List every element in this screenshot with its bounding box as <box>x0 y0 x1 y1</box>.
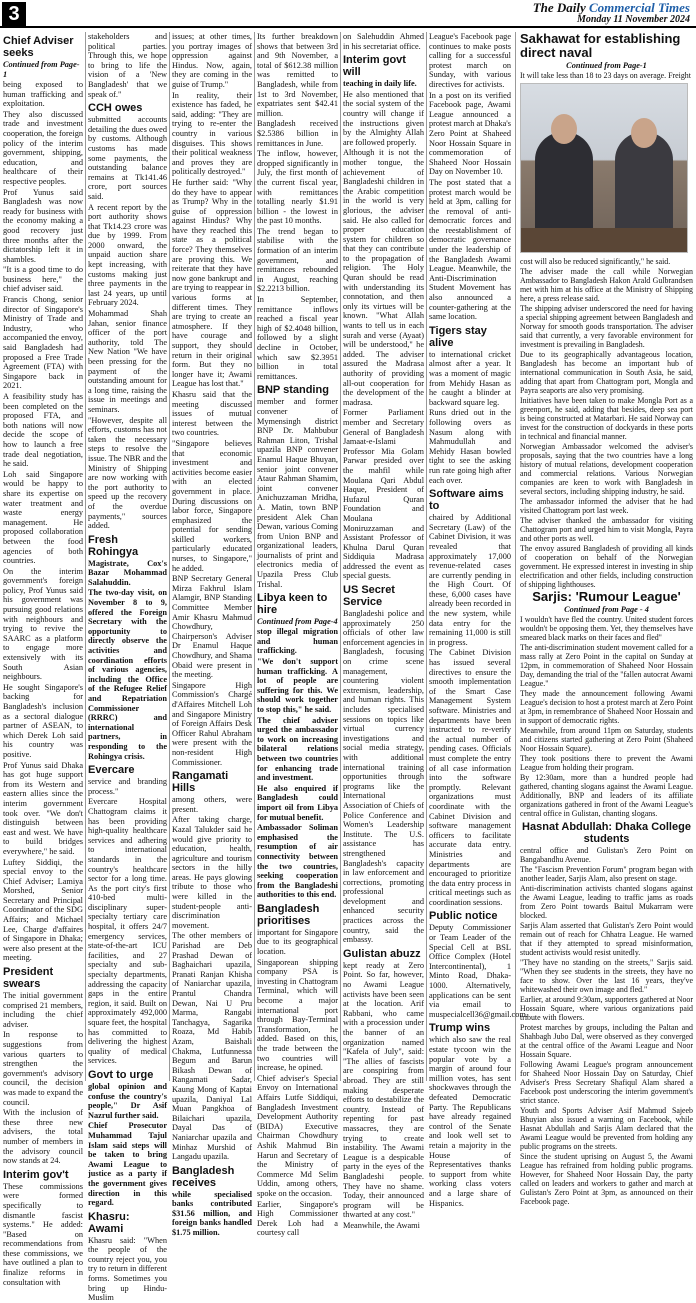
paragraph: Khasru said: "When the people of the country reject you, you try to return in different forms. Sometimes you bring up Hindu-Muslim <box>88 1235 167 1303</box>
paragraph: chaired by Additional Secretary (Law) of the Cabinet Division, it was revealed that approximately 17,000 revenue-related cases are currently pending in the High Court. Of these, 6,000 cases have already been recorded in the new system, while data entry for the remaining 11,000 is still in progress. <box>429 513 511 647</box>
photo-desk <box>521 228 687 252</box>
column-rule <box>515 32 516 1081</box>
paragraph: Deputy Commissioner or Team Leader of the Special Cell at BSL Office Complex (Hotel Intercontinental), 1 Minto Road, Dhaka-1000. Alternatively, applications can be sent via email to muspecialcell36@gmail.com. <box>429 923 528 1019</box>
paragraph: Youth and Sports Adviser Asif Mahmud Sajeeb Bhuyian also issued a warning on Facebook, while Hasnat Abdullah and Sarjis Alam declared that the Awami League would be prevented from holding any public programs on the streets. <box>520 1106 693 1151</box>
headline: Sakhawat for establishing direct naval <box>520 31 681 60</box>
paragraph: issues; at other times, you portray images of oppression against Hindus. Now, again, they are coming in the guise of Trump." <box>172 32 252 89</box>
column-7 <box>520 31 693 1206</box>
headline: Hasnat Abdullah: Dhaka College students <box>522 821 691 845</box>
paragraph: In reality, their existence has faded, he said, adding: "They are trying to re-enter the country in various disguises. This shows their political weakness and proves they are politically destroyed." <box>172 90 252 177</box>
paragraph: In a post on its verified Facebook page, Awami League announced a protest march at Dhaka's Zero Point at Shaheed Noor Hossain Square in commemoration of Shaheed Noor Hossain Day on November 10. <box>429 90 511 177</box>
paragraph: He also mentioned that the social system of the country will change if the instructions given by the Almighty Allah are followed properly. <box>343 89 424 147</box>
headline: BNP standing <box>257 384 329 397</box>
paragraph: Bangladeshi police and approximately 250 officials of other law enforcement agencies in Bangladesh, focusing on crime scene management, countering violent extremism, leadership, and human rights. This includes specialised sessions on topics like virtual currency investigations and social media strategy, with additional international training opportunities through programs like the International Association of Chiefs of Police Conference and Women's Leadership Institute. The U.S. assistance has strengthened Bangladesh's capacity in law enforcement and corrections, promoting professional development and enhanced security practices across the country, said the embassy. <box>343 609 424 945</box>
paragraph: on Salehuddin Ahmed in his secretariat office. <box>343 32 424 51</box>
paragraph: global opinion and confuse the country's people," Dr Asif Nazrul further said. <box>88 1081 167 1120</box>
paragraph: Singaporean shipping company PSA is investing in Chattogram Terminal, which will become a major international port through Bay-Terminal Transformation, he added. Based on this, the trade between the two countries will increase, he opined. <box>257 957 338 1073</box>
paragraph: Chief Prosecutor Muhammad Tajul Islam said steps will be taken to bring Awami League to justice as a party if the government gives direction in this regard. <box>88 1121 167 1208</box>
paragraph: Earlier, at around 9:30am, supporters gathered at Noor Hossain Square, where various organizations paid tribute with flowers. <box>520 995 693 1022</box>
paragraph: The chief adviser urged the ambassador to work on increasing bilateral relations between two countries for enhancing trade and investment. <box>257 715 338 783</box>
paper-name <box>533 1 690 15</box>
paragraph: Anti-discrimination activists chanted slogans against the Awami League, leading to traffic jams as roads from Zero Point towards Baitul Mukarram were blocked. <box>520 884 693 920</box>
paragraph: "However, despite all efforts, customs has not taken the necessary steps to resolve the issue. The NBR and the Ministry of Shipping are now working with the port authority to speed up the recovery of the overdue payments," sources added. <box>88 415 167 531</box>
column-6 <box>429 32 528 1208</box>
paragraph: These commissions were formed specifically to dismantle fascist systems." He added: "Based on recommendations from these commissions, we have outlined a plan to finalize reforms in consultation with <box>3 1181 83 1287</box>
paragraph: Following Awami League's program announcement for Shaheed Noor Hossain Day on Saturday, Chief Adviser's Press Secretary Shafiqul Alam shared a Facebook post underscoring the interim government's strict stance. <box>520 1060 693 1105</box>
paragraph: The ambassador informed the adviser that he had visited Chattogram port last week. <box>520 497 693 515</box>
paragraph: The post stated that a protest march would be held at 3pm, calling for the removal of anti-democratic forces and the reestablishment of democratic governance under the leadership of the Bangladesh Awami League. Meanwhile, the Anti-Discrimination Student Movement has also announced a counter-gathering at the same location. <box>429 177 511 322</box>
paragraph: The initial government comprised 21 members, including the chief adviser. <box>3 991 83 1029</box>
column-rule <box>254 32 255 1081</box>
paragraph: Francis Chong, senior director of Singapore's Ministry of Trade and Industry, who accompanied the envoy, said Bangladesh had proposed a Free Trade Agreement (FTA) with Singapore back in 2021. <box>3 295 83 391</box>
paragraph: Since the student uprising on August 5, the Awami League has refrained from holding public programs. However, for Shaheed Noor Hossain Day, the party called on leaders and workers to gather and march at Gulistan's Zero Point at 3pm, as announced on their Facebook page. <box>520 1152 693 1206</box>
paragraph: The trend began to stabilise with the formation of an interim government, and remittances rebounded in August, reaching $2.2213 billion. <box>257 226 338 294</box>
paragraph: important for Singapore due to its geographical location. <box>257 927 338 957</box>
paragraph: On the interim government's foreign policy, Prof Yunus said his government was pursuing good relations with neighbours and trying to revive the SAARC as a platform to engage more extensively with its South Asian neighbours. <box>3 566 83 682</box>
headline: US Secret Service <box>343 584 395 609</box>
continued-label: Continued from Page - 4 <box>564 605 649 614</box>
paragraph: With the inclusion of these three new advisers, the total number of members in the advisory council now stands at 24. <box>3 1108 83 1166</box>
paragraph: stop illegal migration and human trafficking. <box>257 627 338 656</box>
column-rule <box>426 32 427 1081</box>
paragraph: Prof Yunus said Dhaka has got huge support from its Western and eastern allies since the interim government took over. "We don't distinguish between east and west. We have to build bridges everywhere," he said. <box>3 760 83 856</box>
column-3 <box>172 32 252 1238</box>
page-number: 3 <box>2 2 26 26</box>
headline: Libya keen to hire <box>257 592 328 617</box>
paragraph: member and former convener of Mymensingh district BNP Dr. Mahbubur Rahman Liton, Trishal upazila BNP convener Enamul Haque Bhuyan, senior joint convener Ataur Rahman Shamim, joint convener Anichuzzaman Mridha, A. Matin, town BNP president Alek Chan Dewan, various Coming from Union BNP and organizational leaders, journalists of print and electronics media of Upazila Press Club Trishal. <box>257 397 338 589</box>
paragraph: among others, were present. <box>172 795 252 814</box>
paragraph: Former Parliament member and Secretary General of Bangladesh Jamaat-e-Islami Professor Mia Golam Parwar presided over the mahfil while Moulana Qari Abdul Haque, President of Hufazul Quran Foundation and Moulana Moniruzzaman and Assistant Professor of Khulna Darul Quran Siddiquia Madrasa addressed the event as special guests. <box>343 408 424 581</box>
paragraph: BNP Secretary General Mirza Fakhrul Islam Alamgir, BNP Standing Committee Member Amir Khasru Mahmud Chowdhury, Chairperson's Adviser Dr Enamul Haque Chowdhury, and Shama Obaid were present in the meeting. <box>172 574 252 680</box>
headline: Trump wins <box>429 1022 491 1035</box>
paragraph: He also enquired if Bangladesh could import oil from Libya for mutual benefit. <box>257 783 338 822</box>
paragraph: He sought Singapore's backing for Bangladesh's inclusion as a sectoral dialogue partner of ASEAN, to which Derek Loh said his country was positive. <box>3 682 83 759</box>
paragraph: Its further breakdown shows that between 3rd and 9th November, a total of $612.38 million was remitted to Bangladesh, while from 1st to 3rd November, expatriates sent $42.41 million. <box>257 32 338 118</box>
paragraph: Runs dried out in the following overs as Nasum along with Mahmudullah and Mehidy Hasan bowled tight to see the asking run rate going high after each over. <box>429 408 511 485</box>
paragraph: It will take less than 18 to 23 days on average. Freight <box>520 71 691 80</box>
headline: Tigers stay alive <box>429 324 487 349</box>
headline: Bangladesh receives <box>172 1164 235 1189</box>
paragraph: I wouldn't have fled the country. United student forces wouldn't be opposing them. Yet, they themselves have smeared black marks on their faces and fled" <box>520 615 693 642</box>
headline: Khasru: Awami <box>88 1210 130 1235</box>
headline: Gulistan abuzz <box>343 947 421 960</box>
paper-prefix: The Daily <box>532 0 586 15</box>
paragraph: teaching in daily life. <box>343 79 417 89</box>
headline: Public notice <box>429 910 498 923</box>
headline: Bangladesh prioritises <box>257 902 320 927</box>
paragraph: They took positions there to prevent the Awami League from holding their program. <box>520 754 693 772</box>
paragraph: They also discussed trade and investment cooperation, the foreign policy of the interim government, shipping, education, and healthcare of their respective peoples. <box>3 109 83 186</box>
paragraph: "We don't support human trafficking. A lot of people are suffering for this. We should work together to stop this," he said. <box>257 657 338 714</box>
paragraph: The envoy assured Bangladesh of providing all kinds of cooperation on behalf of the Norwegian government. He expressed interest in investing in ship electrification and other fields, including construction of shipping lighthouses. <box>520 544 693 589</box>
paragraph: Khasru said that the meeting discussed issues of mutual interest between the two countries. <box>172 389 252 438</box>
paragraph: League's Facebook page continues to make posts calling for a successful protest march on Sunday, with various directives for activists. <box>429 32 511 89</box>
paragraph: The adviser thanked the ambassador for visiting Chattogram port and urged him to visit Mongla, Payra and other ports as well. <box>520 516 693 543</box>
paragraph: Norwegian Ambassador welcomed the adviser's proposals, saying that the two countries have a long history of mutual relations, development cooperation and commercial relations. Various Norwegian companies are keen to work with Bangladesh in several sectors, including shipping industry, he said. <box>520 442 693 496</box>
paragraph: Evercare Hospital Chattogram claims it has been providing high-quality healthcare services and adhering to international standards in the country's healthcare sector for a long time. As the port city's first 410-bed multi-disciplinary super-specialty tertiary care hospital, it offers 24/7 emergency services, state-of-the-art ICU facilities, and 27 specialty and sub-specialty departments, addressing the capacity gaps in the entire region, it said. Built on approximately 492,000 square feet, the hospital has committed to delivering the highest quality of medical services. <box>88 797 167 1066</box>
headline: President swears <box>3 966 54 991</box>
continued-label: Continued from Page-4 <box>257 617 338 627</box>
paragraph: They made the announcement following Awami League's decision to host a protest march at Zero Point at 3pm, in remembrance of Shaheed Noor Hossain and in support of democratic rights. <box>520 689 693 725</box>
paragraph: Meanwhile, the Awami <box>343 1220 420 1230</box>
paragraph: which also saw the real estate tycoon win the popular vote by a margin of around four million votes, has sent shockwaves through the defeated Democratic Party. The Republicans have already regained control of the Senate and look well set to retain a majority in the House of Representatives thanks to support from white working class voters and a large share of Hispanics. <box>429 1035 511 1208</box>
headline: Interim govt will <box>343 54 406 79</box>
headline: Software aims to <box>429 488 504 513</box>
paragraph: The inflow, however, dropped significantly in July, the first month of the current fiscal year, with remittances totalling nearly $1.91 billion - the lowest in the past 10 months. <box>257 149 338 226</box>
paragraph: Luftey Siddiqi, the special envoy to the Chief Adviser; Lamiya Morshed, Senior Secretary and Principal Coordinator of the SDG Affairs; and Michael Lee, Charge d'affaires of Singapore in Dhaka; were also present at the meeting. <box>3 857 83 963</box>
paragraph: to international cricket almost after a year. It was a moment of magic from Mehidy Hasan as he caught a blinder at backward square leg. <box>429 349 511 407</box>
headline: Rangamati Hills <box>172 770 229 795</box>
paragraph: The adviser made the call while Norwegian Ambassador to Bangladesh Hakon Arald Gulbrandsen met with him at his office at the Ministry of Shipping here, a press release said. <box>520 267 693 303</box>
paragraph: service and branding process." <box>88 777 167 796</box>
paragraph: Chief adviser's Special Envoy on International Affairs Lutfe Siddiqui, Bangladesh Investment Development Authority (BIDA) Executive Chairman Chowdhury Ashik Mahmud Bin Harun and Secretary of the Ministry of Commerce Md Selim Uddin, among others, spoke on the occasion. <box>257 1073 338 1198</box>
paragraph: In September, remittance inflows reached a fiscal year high of $2.4048 billion, followed by a slight decline in October, which saw $2.3951 billion in total remittances. <box>257 295 338 381</box>
paragraph: Mohammad Shah Jahan, senior finance officer of the port authority, told The New Nation "We have been pressing for the payment of the outstanding amount for a long time, raising the issue in meetings and seminars. <box>88 309 167 414</box>
issue-date: Monday 11 November 2024 <box>576 14 690 25</box>
paragraph: By 12:30am, more than a hundred people had gathered, chanting slogans against the Awami League. Additionally, BNP and leaders of its affiliate organizations gathered in front of the Awami League's central office in Gulistan, chanting slogans. <box>520 773 693 818</box>
paragraph: while specialised banks contributed $31.56 million, and foreign banks handled $1.75 million. <box>172 1189 252 1238</box>
paragraph: Loh said Singapore would be happy to share its expertise on water treatment and waste energy management. He proposed collaboration between the food agencies of both countries. <box>3 469 83 566</box>
paragraph: Prof Yunus said Bangladesh was now ready for business with the economy making a good recovery just three months after the dictatorship left it in shambles. <box>3 187 83 264</box>
column-rule <box>169 32 170 1081</box>
column-1 <box>3 32 83 1287</box>
paragraph: The Cabinet Division has issued several directives to ensure the smooth implementation of the Smart Case Management System software. Ministries and departments have been instructed to re-verify the actual number of pending cases. Officials must complete the entry of all case information into the software promptly. Relevant organizations must coordinate with the Cabinet Division and software management officers to facilitate accurate data entry. Ministries and departments are encouraged to prioritize the data entry process in critical meetings such as coordination sessions. <box>429 648 511 907</box>
column-4 <box>257 32 338 1238</box>
paragraph: "It is a good time to do business here," the chief adviser said. <box>3 265 83 294</box>
paragraph: Meanwhile, from around 11pm on Saturday, students and citizens started gathering at Zero Point (Shaheed Noor Hossain Square). <box>520 726 693 753</box>
headline: Sarjis: 'Rumour League' <box>532 589 681 604</box>
paragraph: After taking charge, Kazal Talukder said he would give priority to education, health, agriculture and tourism sectors in the hilly areas. He pays glowing tribute to those who were killed in the student-people anti-discrimination movement. <box>172 815 252 930</box>
paragraph: Although it is not the mother tongue, the achievement of Bangladeshi children in the Arabic competition in the world is very glorious, the adviser said. He also called for proper education system for children so that they can contribute to the propagation of religion. The Holy Quran should be read with understanding its connotation, and then only its virtues will be known. "What Allah wants to tell us in each surah and verse (Ayaat) will be understood," he added. The adviser assured the Madrasa authority of providing all-out cooperation for the development of the madrasa. <box>343 148 424 407</box>
column-2 <box>88 32 167 1303</box>
paragraph: The other members of Parishad are Deb Prashad Dewan of Baghaichari upazila, Pranati Ranjan Khisha of Naniarchar upazila, Prantul Chandra Dewan, Nai U Pru Marma, Rangabi Tanchagya, Sagarika Roaza, Md Habib Azam, Baishali Chakma, Lutfunnessa Begum and Barun Bikash Dewan of Rangamati Sadar, Kaung Mong of Kaptai upazila, Daniyal Lal Muan Pangkhoa of Bilaichari upazila, Dayal Das of Naniarchar upazila and Minhaz Murshid of Langadu upazila. <box>172 931 252 1162</box>
paragraph: The "Fascism Prevention Forum" program began with another leader, Sarjis Alam, also present on stage. <box>520 865 693 883</box>
paragraph: Singapore High Commission's Chargé d'Affaires Mitchell Loh and Singapore Ministry of Foreign Affairs Desk Officer Rahul Abraham were present with the non-resident High Commissioner. <box>172 680 252 767</box>
continued-label: Continued from Page-1 <box>566 61 647 70</box>
photo-head-right <box>631 118 657 148</box>
paragraph: Bangladesh received $2.5386 billion in remittances in June. <box>257 119 338 148</box>
headline: Chief Adviser seeks <box>3 35 74 59</box>
paragraph: The two-day visit, on November 8 to 9, offered the Foreign Secretary with the opportunity to directly observe the activities and coordination efforts of various agencies, including the Office of the Refugee Relief and Repatriation Commissioner (RRRC) and international partners, in responding to the Rohingya crisis. <box>88 588 167 761</box>
headline: Fresh Rohingya <box>88 533 139 558</box>
paragraph: The shipping adviser underscored the need for having a special shipping agreement between Bangladesh and Norway for smooth goods transportation. The adviser said that currently, a very favorable environment for investment is prevailing in Bangladesh. <box>520 304 693 349</box>
paragraph: Earlier, Singapore's High Commissioner Derek Loh had a courtesy call <box>257 1199 338 1238</box>
column-rule <box>85 32 86 1081</box>
paragraph: Ambassador Soliman emphasised the resumption of air connectivity between the two countries, seeking cooperation from the Bangladeshi authorities to this end. <box>257 823 338 900</box>
paragraph: Sarjis Alam asserted that Gulistan's Zero Point would remain out of reach for Chhatra League. He warned that if they attempted to spread misinformation, student activists would resist unitedly. <box>520 921 693 957</box>
paragraph: A recent report by the port authority shows that Tk14.23 crore was due by 1999. From 2000 onward, the unpaid auction share kept increasing, with customs making just three payments in the last 24 years, up until February 2024. <box>88 202 167 308</box>
paragraph: stakeholders and political parties. Through this, we hope to bring to life the vision of a 'New Bangladesh' that we speak of." <box>88 32 167 99</box>
paragraph: Due to its geographically advantageous location, Bangladesh has become an important hub of international communication in South Asia, he said, adding that apart from Chattogram port, Mongla and Payra seaports are also very promising. <box>520 350 693 395</box>
paragraph: being exposed to human trafficking and exploitation. <box>3 80 83 109</box>
paragraph: The anti-discrimination student movement called for a mass rally at Zero Point in the capital on Sunday at 12pm, in commemoration of Shaheed Noor Hossain Day, demanding the trial of the "fallen autocrat Awami League." <box>520 643 693 688</box>
paragraph: Protest marches by groups, including the Paltan and Shahbagh Jubo Dal, were observed as they converged at the central office of the Awami League and Noor Hossain Square. <box>520 1023 693 1059</box>
headline: Govt to urge <box>88 1068 154 1081</box>
photo-head-left <box>551 114 577 144</box>
paragraph: central office and Gulistan's Zero Point on Bangabandhu Avenue. <box>520 846 693 864</box>
continued-label: Continued from Page-1 <box>3 60 80 79</box>
column-rule <box>340 32 341 1081</box>
paper-title: Commercial Times <box>589 0 690 15</box>
masthead <box>0 0 696 28</box>
paragraph: cost will also be reduced significantly," he said. <box>520 257 671 266</box>
news-photo <box>520 83 688 253</box>
headline: Interim gov't <box>3 1168 69 1181</box>
paragraph: A feasibility study has been completed on the proposed FTA, and both nations will now decide the scope of how to launch a free trade deal negotiation, he said. <box>3 392 83 469</box>
paragraph: In response to suggestions from various quarters to strengthen the government's advisory council, the decision was made to expand the council. <box>3 1030 83 1107</box>
headline: Evercare <box>88 764 135 777</box>
paragraph: He further said: "Why do they have to appear as Trump? Why in the guise of oppression against Hindus? Why have they reached this state as a political force? They themselves are proving this. We reiterate that they have now gone bankrupt and are trying to reappear in various forms at different times. They are trying to create an atmosphere. If they have courage and support, they should return in their original form. But they no longer have it; Awami League has lost that." <box>172 177 252 389</box>
column-5 <box>343 32 424 1230</box>
paragraph: kept ready at Zero Point. So far, however, no Awami League activists have been seen at the location. Arif Rabbani, who came with a procession under the banner of an organization named "Kafela of July", said: "The allies of fascists are conspiring from abroad. They are still making desperate efforts to destabilize the country. Instead of repenting for past massacres, they are trying to create instability. The Awami League is a despicable party in the eyes of the Bangladeshi people. They have no shame. Today, their announced program will be thwarted at any cost." <box>343 960 424 1220</box>
paragraph: Magistrate, Cox's Bazar Mohammad Salahuddin. <box>88 558 167 587</box>
paragraph: Initiatives have been taken to make Mongla Port as a greenport, he said, adding that besides, deep sea port is being constructed at Matarbari. He said Norway can invest for the construction of dockyards in these ports in technical and financial manner. <box>520 396 693 441</box>
headline: CCH owes <box>88 102 143 115</box>
paragraph: "They have no standing on the streets," Sarjis said. "When they see students in the streets, they have no face to show. Over the last 16 years, they've whitewashed their own image and fled." <box>520 958 693 994</box>
paragraph: submitted accounts detailing the dues owed by customs. Although customs has made some payments, the outstanding balance remains at Tk141.46 crore, port sources said. <box>88 115 167 201</box>
paragraph: "Singapore believes that economic investment and activities become easier with an elected government in place. During discussions on labor force, Singapore emphasized the potential for sending skilled workers, particularly educated nurses, to Singapore," he added. <box>172 438 252 573</box>
